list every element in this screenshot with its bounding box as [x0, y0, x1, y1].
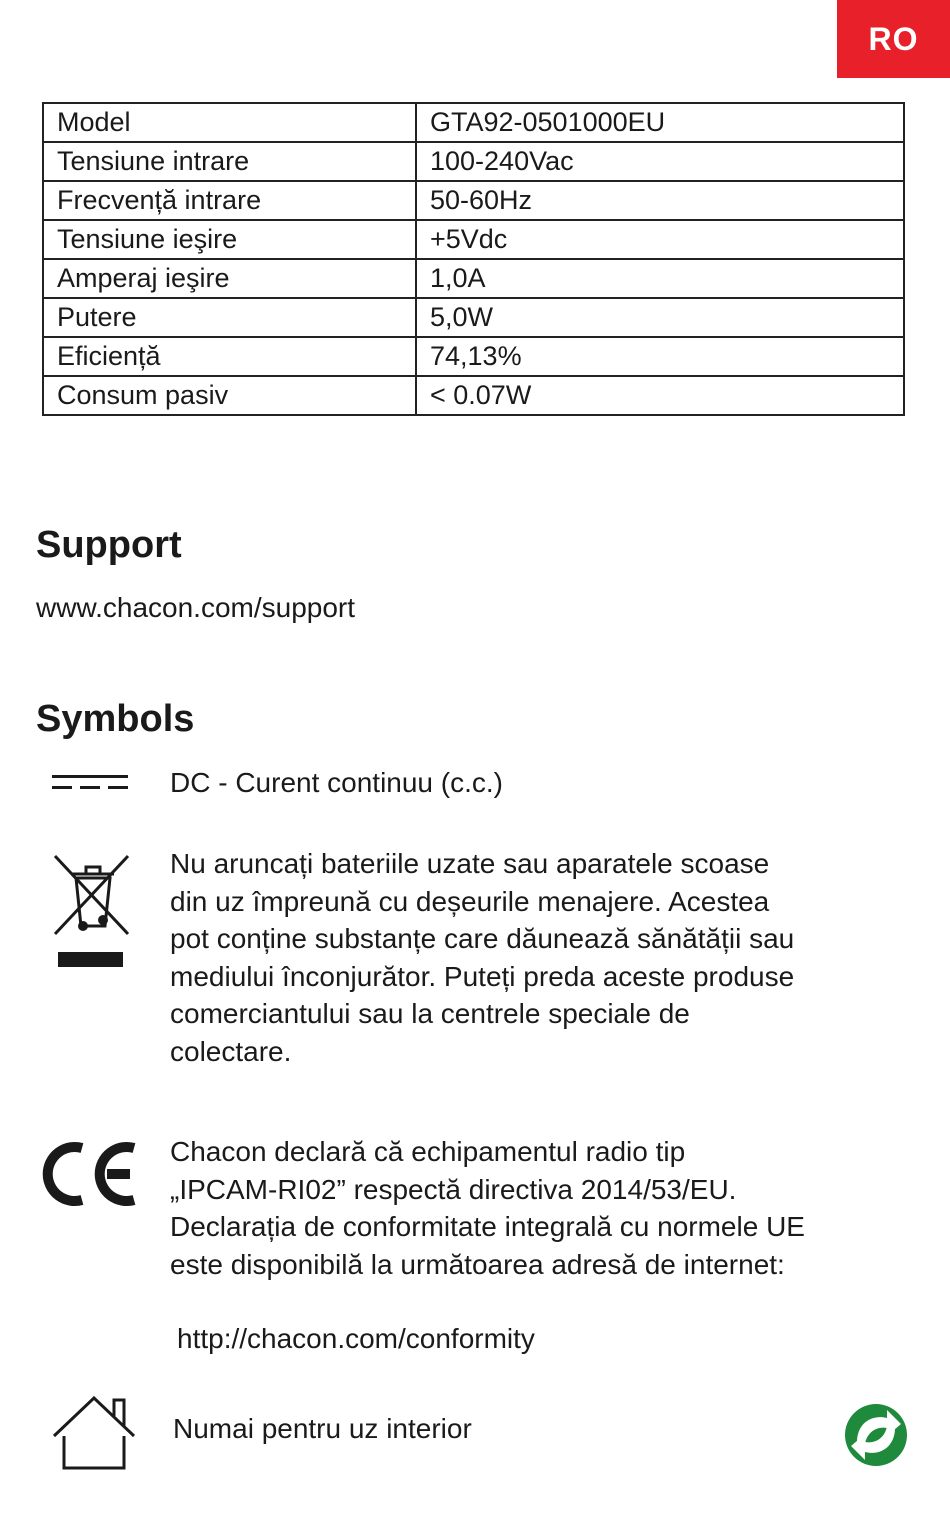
- spec-label: Tensiune intrare: [43, 142, 416, 181]
- ce-text-line: Declarația de conformitate integrală cu normele UE: [170, 1211, 805, 1242]
- spec-value: 100-240Vac: [416, 142, 904, 181]
- ce-text-line: Chacon declară că echipamentul radio tip: [170, 1136, 686, 1167]
- weee-text-line: Nu aruncați bateriile uzate sau aparatele scoase: [170, 848, 770, 879]
- spec-value: 74,13%: [416, 337, 904, 376]
- weee-text-line: colectare.: [170, 1035, 292, 1067]
- dc-text: DC - Curent continuu (c.c.): [170, 767, 503, 798]
- table-row: [43, 298, 904, 337]
- weee-bin-icon: [50, 852, 132, 972]
- spec-label: Tensiune ieşire: [43, 220, 416, 259]
- table-row: [43, 103, 904, 142]
- table-row: [43, 337, 904, 376]
- spec-value: 50-60Hz: [416, 181, 904, 220]
- weee-text-line: comerciantului sau la centrele speciale de: [170, 998, 690, 1029]
- spec-label: Model: [43, 103, 416, 142]
- spec-label: Eficiență: [43, 337, 416, 376]
- table-row: [43, 220, 904, 259]
- table-row: [43, 376, 904, 415]
- language-badge: RO: [837, 0, 950, 78]
- ce-text-line: „IPCAM-RI02” respectă directiva 2014/53/EU.: [170, 1173, 737, 1205]
- symbols-heading: Symbols: [36, 698, 195, 740]
- spec-table: [42, 102, 905, 416]
- weee-text-line: mediului înconjurător. Puteți preda aceste produse: [170, 960, 795, 992]
- spec-label: Consum pasiv: [43, 376, 416, 415]
- spec-label: Amperaj ieşire: [43, 259, 416, 298]
- ce-text-line: este disponibilă la următoarea adresă de internet:: [170, 1248, 785, 1280]
- spec-value: < 0.07W: [416, 376, 904, 415]
- spec-value: 5,0W: [416, 298, 904, 337]
- conformity-link[interactable]: http://chacon.com/conformity: [177, 1323, 535, 1354]
- indoor-text: Numai pentru uz interior: [173, 1413, 472, 1444]
- table-row: [43, 142, 904, 181]
- dc-current-icon: [52, 774, 130, 792]
- ce-text: [170, 1133, 805, 1283]
- green-dot-icon: [843, 1402, 909, 1468]
- weee-text-line: pot conține substanțe care dăunează sănătății sau: [170, 923, 795, 954]
- spec-value: GTA92-0501000EU: [416, 103, 904, 142]
- ce-mark-icon: [42, 1138, 142, 1210]
- spec-value: 1,0A: [416, 259, 904, 298]
- weee-text-line: din uz împreună cu deșeurile menajere. Acestea: [170, 885, 770, 917]
- spec-label: Putere: [43, 298, 416, 337]
- weee-text: [170, 845, 794, 1070]
- support-heading: Support: [36, 524, 182, 566]
- spec-label: Frecvență intrare: [43, 181, 416, 220]
- table-row: [43, 259, 904, 298]
- table-row: [43, 181, 904, 220]
- support-link[interactable]: www.chacon.com/support: [36, 592, 356, 623]
- house-icon: [50, 1394, 140, 1472]
- spec-value: +5Vdc: [416, 220, 904, 259]
